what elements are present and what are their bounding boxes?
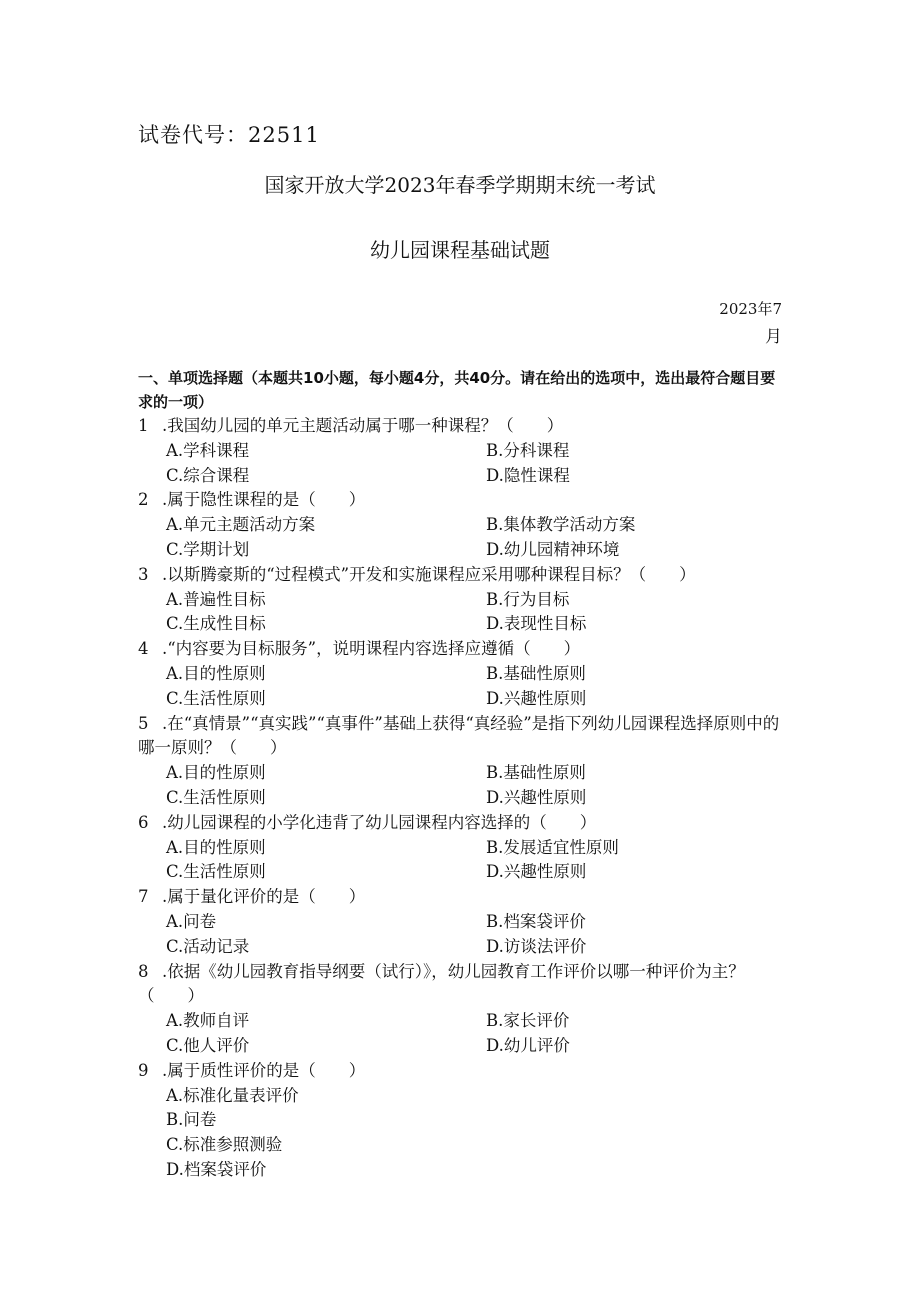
option-list — [138, 761, 783, 811]
date-line-month: 月 — [765, 327, 782, 347]
option-d: D.兴趣性原则 — [486, 787, 587, 807]
option-b: B.档案袋评价 — [486, 911, 586, 931]
option-d: D.幼儿评价 — [486, 1035, 570, 1055]
exam-title: 国家开放大学2023年春季学期期末统一考试 — [264, 173, 656, 197]
option-c: C.生活性原则 — [166, 862, 266, 882]
question-stem — [138, 885, 783, 910]
question-number: 8 — [138, 961, 149, 981]
option-c: C.生活性原则 — [166, 688, 266, 708]
option-d: D.兴趣性原则 — [486, 862, 587, 882]
question-text: .依据《幼儿园教育指导纲要（试行）》，幼儿园教育工作评价以哪一种评价为主？（ ） — [138, 961, 745, 1006]
option-d: D.表现性目标 — [486, 614, 587, 634]
question-text: .属于隐性课程的是（ ） — [162, 490, 366, 510]
question-stem — [138, 488, 783, 513]
option-c: C.活动记录 — [166, 936, 250, 956]
option-b: B.家长评价 — [486, 1011, 570, 1031]
question-number: 9 — [138, 1060, 149, 1080]
option-c: C.他人评价 — [166, 1035, 250, 1055]
option-a: A.教师自评 — [166, 1011, 250, 1031]
option-d: D.兴趣性原则 — [486, 688, 587, 708]
question-text: .属于质性评价的是（ ） — [162, 1060, 366, 1080]
exam-code: 试卷代号：22511 — [138, 123, 320, 147]
subject-title: 幼儿园课程基础试题 — [370, 238, 550, 262]
question-text: .“内容要为目标服务”，说明课程内容选择应遵循（ ） — [162, 639, 581, 659]
option-a: A.目的性原则 — [166, 837, 266, 857]
question-stem — [138, 811, 783, 836]
option-b: B.行为目标 — [486, 589, 570, 609]
option-a: A.学科课程 — [166, 440, 250, 460]
question-5 — [138, 712, 783, 811]
question-number: 4 — [138, 639, 149, 659]
question-3 — [138, 563, 783, 637]
question-number: 1 — [138, 416, 149, 435]
exam-date — [719, 295, 782, 351]
question-stem — [138, 637, 783, 662]
option-list — [138, 1084, 783, 1183]
option-a: A.目的性原则 — [166, 763, 266, 783]
option-d: D.隐性课程 — [486, 465, 570, 485]
option-list — [138, 439, 783, 489]
question-number: 2 — [138, 490, 149, 510]
option-list — [138, 588, 783, 638]
question-stem — [138, 563, 783, 588]
option-b: B.集体教学活动方案 — [486, 515, 636, 535]
question-text: .以斯腾豪斯的“过程模式”开发和实施课程应采用哪种课程目标？（ ） — [162, 564, 696, 584]
question-number: 5 — [138, 713, 149, 733]
question-number: 3 — [138, 564, 149, 584]
question-6 — [138, 811, 783, 885]
question-4 — [138, 637, 783, 711]
option-list — [138, 836, 783, 886]
section-title: 一、单项选择题（本题共10小题，每小题4分，共40分。请在给出的选项中，选出最符合题目要求的一项） — [138, 369, 776, 411]
option-b: B.基础性原则 — [486, 663, 586, 683]
option-a: A.单元主题活动方案 — [166, 515, 316, 535]
option-c: C.生活性原则 — [166, 787, 266, 807]
question-7 — [138, 885, 783, 959]
question-text: .幼儿园课程的小学化违背了幼儿园课程内容选择的（ ） — [162, 812, 597, 832]
option-c: C.生成性目标 — [166, 614, 266, 634]
question-stem — [138, 1059, 783, 1084]
option-d: D.档案袋评价 — [166, 1159, 267, 1179]
option-b: B.基础性原则 — [486, 763, 586, 783]
question-9 — [138, 1059, 783, 1183]
question-text: .属于量化评价的是（ ） — [162, 887, 366, 907]
option-list — [138, 1009, 783, 1059]
question-text: .我国幼儿园的单元主题活动属于哪一种课程？（ ） — [162, 416, 564, 435]
question-1 — [138, 414, 783, 488]
option-a: A.目的性原则 — [166, 663, 266, 683]
option-d: D.访谈法评价 — [486, 936, 587, 956]
question-list — [138, 414, 783, 1183]
option-d: D.幼儿园精神环境 — [486, 539, 620, 559]
option-a: A.问卷 — [166, 911, 217, 931]
question-text: .在“真情景”“真实践”“真事件”基础上获得“真经验”是指下列幼儿园课程选择原则中的哪一原则？（ ） — [138, 713, 780, 758]
option-b: B.分科课程 — [486, 440, 570, 460]
date-line-year: 2023年7 — [719, 300, 782, 318]
option-list — [138, 513, 783, 563]
question-2 — [138, 488, 783, 562]
option-b: B.问卷 — [166, 1110, 217, 1130]
option-b: B.发展适宜性原则 — [486, 837, 619, 857]
option-a: A.标准化量表评价 — [166, 1085, 299, 1105]
question-stem — [138, 960, 783, 1010]
question-stem — [138, 712, 783, 762]
option-list — [138, 662, 783, 712]
option-list — [138, 910, 783, 960]
question-number: 6 — [138, 812, 149, 832]
question-8 — [138, 960, 783, 1059]
question-number: 7 — [138, 887, 149, 907]
option-c: C.学期计划 — [166, 539, 250, 559]
option-a: A.普遍性目标 — [166, 589, 266, 609]
option-c: C.综合课程 — [166, 465, 250, 485]
option-c: C.标准参照测验 — [166, 1135, 283, 1155]
question-stem — [138, 414, 783, 439]
